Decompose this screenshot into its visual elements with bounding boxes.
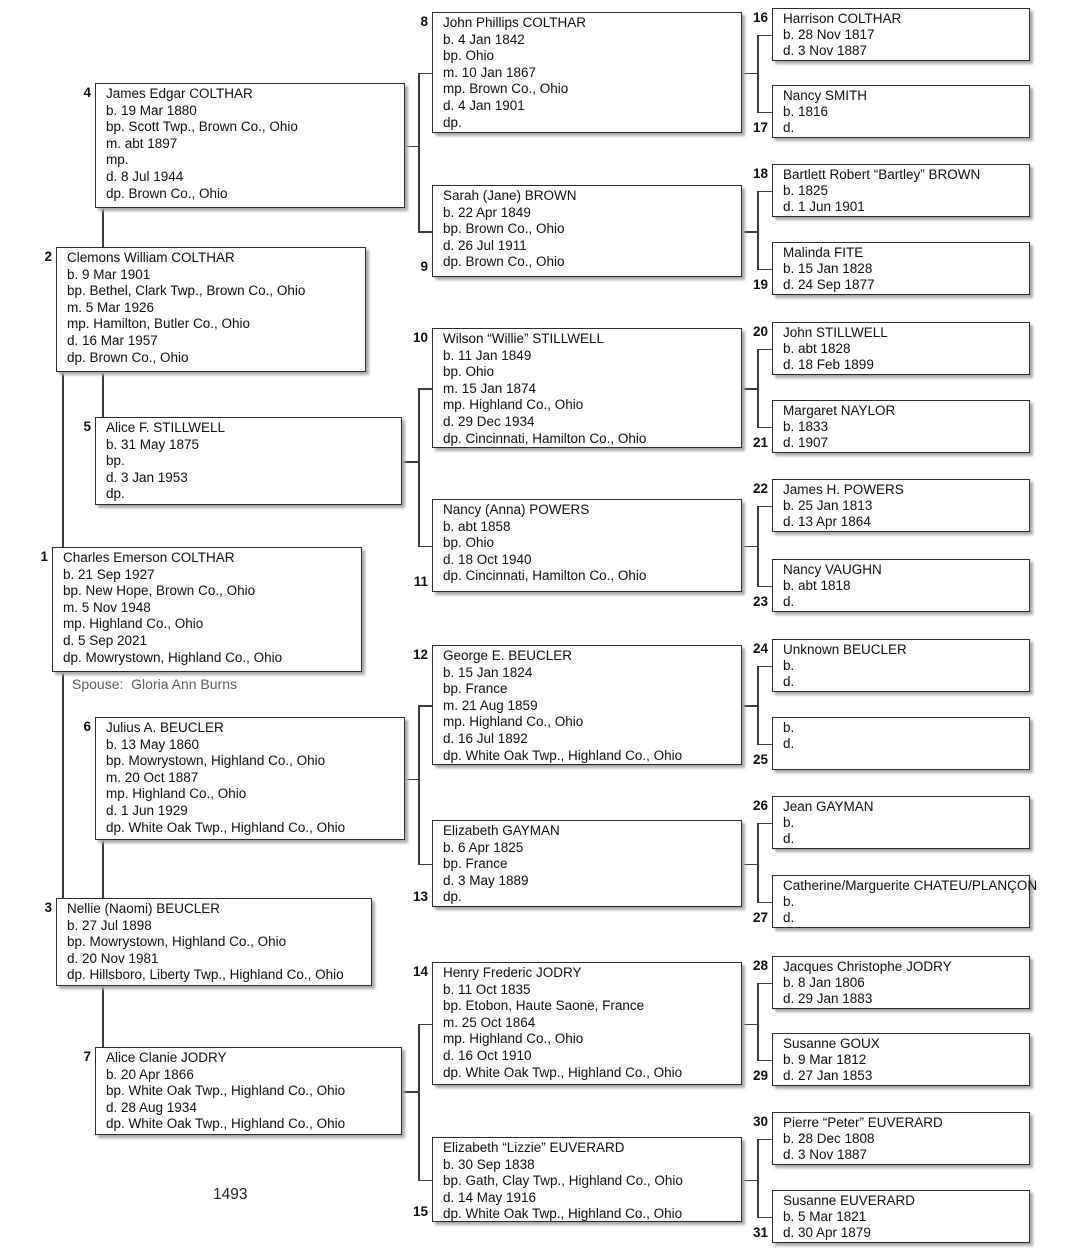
connector-line	[757, 666, 759, 744]
person-detail-line: d. 3 Nov 1887	[783, 1147, 868, 1163]
person-detail-line: mp.	[106, 152, 129, 168]
person-detail-line: d. 3 May 1889	[443, 872, 529, 888]
person-number-17: 17	[752, 120, 768, 135]
person-detail-line: b. 13 May 1860	[106, 736, 200, 752]
person-detail-line: d. 16 Jul 1892	[443, 730, 528, 746]
person-box-6	[95, 717, 405, 840]
person-detail-line: d.	[783, 831, 795, 847]
person-name: Nancy SMITH	[783, 88, 868, 103]
person-detail-line: b. 15 Jan 1824	[443, 664, 533, 680]
person-name: Elizabeth GAYMAN	[443, 823, 560, 838]
person-name: Wilson “Willie” STILLWELL	[443, 331, 605, 346]
person-detail-line: b. 5 Mar 1821	[783, 1209, 867, 1225]
connector-line	[757, 1139, 772, 1141]
connector-line	[62, 672, 64, 898]
person-detail-line: mp. Brown Co., Ohio	[443, 81, 569, 97]
person-detail-line: d. 8 Jul 1944	[106, 168, 184, 184]
person-detail-line: b. 28 Nov 1817	[783, 27, 875, 43]
connector-line	[742, 388, 757, 390]
person-detail-line: b. abt 1828	[783, 341, 851, 357]
connector-line	[418, 705, 420, 864]
person-box-9	[432, 185, 742, 277]
person-detail-line: b. 8 Jan 1806	[783, 975, 865, 991]
person-detail-line: m. 5 Nov 1948	[63, 599, 151, 615]
connector-line	[405, 779, 418, 781]
person-number-5: 5	[83, 419, 91, 434]
connector-line	[102, 986, 104, 1047]
person-detail-line: d. 5 Sep 2021	[63, 632, 148, 648]
connector-line	[757, 823, 759, 902]
connector-line	[757, 823, 772, 825]
person-name: Clemons William COLTHAR	[67, 250, 235, 265]
connector-line	[757, 744, 772, 746]
person-box-17	[772, 85, 1030, 138]
person-number-22: 22	[752, 481, 768, 496]
person-box-3	[56, 898, 372, 986]
person-detail-line: d.	[783, 674, 795, 690]
person-detail-line: d. 18 Oct 1940	[443, 551, 532, 567]
person-name: Alice F. STILLWELL	[106, 420, 226, 435]
person-number-13: 13	[412, 889, 428, 904]
person-detail-line: m. 25 Oct 1864	[443, 1014, 536, 1030]
person-name: George E. BEUCLER	[443, 648, 573, 663]
connector-line	[418, 546, 432, 548]
person-name: Henry Frederic JODRY	[443, 965, 582, 980]
connector-line	[62, 372, 64, 547]
person-detail-line: dp. Mowrystown, Highland Co., Ohio	[63, 649, 283, 665]
person-detail-line: d.	[783, 910, 795, 926]
person-number-8: 8	[420, 14, 428, 29]
spouse-note: Spouse: Gloria Ann Burns	[72, 676, 237, 692]
person-detail-line: bp. Brown Co., Ohio	[443, 221, 565, 237]
person-detail-line: d. 16 Mar 1957	[67, 332, 158, 348]
person-name: Unknown BEUCLER	[783, 642, 907, 657]
person-detail-line: bp. Mowrystown, Highland Co., Ohio	[106, 753, 326, 769]
person-detail-line: dp. Brown Co., Ohio	[443, 254, 565, 270]
person-detail-line: b. abt 1858	[443, 518, 511, 534]
person-box-2	[56, 247, 366, 372]
person-number-4: 4	[83, 85, 91, 100]
connector-line	[757, 666, 772, 668]
person-detail-line: bp. France	[443, 856, 508, 872]
person-box-5	[95, 417, 402, 505]
person-box-27	[772, 875, 1038, 928]
person-detail-line: dp. White Oak Twp., Highland Co., Ohio	[106, 819, 346, 835]
connector-line	[418, 864, 432, 866]
person-detail-line: mp. Hamilton, Butler Co., Ohio	[67, 316, 251, 332]
person-detail-line: bp. France	[443, 681, 508, 697]
person-detail-line: dp. White Oak Twp., Highland Co., Ohio	[443, 1064, 683, 1080]
person-detail-line: b.	[783, 658, 795, 674]
connector-line	[742, 231, 757, 233]
person-detail-line: b. 31 May 1875	[106, 436, 200, 452]
person-name: Malinda FITE	[783, 245, 864, 260]
person-box-12	[432, 645, 742, 765]
connector-line	[757, 427, 772, 429]
person-detail-line: d. 18 Feb 1899	[783, 357, 874, 373]
connector-line	[742, 705, 757, 707]
person-detail-line: m. abt 1897	[106, 135, 178, 151]
person-name: Nancy VAUGHN	[783, 562, 882, 577]
person-detail-line: bp. White Oak Twp., Highland Co., Ohio	[106, 1083, 346, 1099]
person-name: Julius A. BEUCLER	[106, 720, 224, 735]
person-detail-line: b. 1816	[783, 104, 829, 120]
connector-line	[102, 840, 104, 898]
connector-line	[742, 864, 757, 866]
person-name: Jean GAYMAN	[783, 799, 874, 814]
person-detail-line: b. 9 Mar 1812	[783, 1052, 867, 1068]
person-detail-line: b. 22 Apr 1849	[443, 204, 531, 220]
person-name: Sarah (Jane) BROWN	[443, 188, 577, 203]
person-box-8	[432, 12, 742, 133]
person-detail-line: dp.	[443, 114, 462, 130]
person-detail-line: d.	[783, 736, 795, 752]
person-name: Elizabeth “Lizzie” EUVERARD	[443, 1140, 625, 1155]
person-detail-line: dp. Cincinnati, Hamilton Co., Ohio	[443, 430, 647, 446]
person-number-16: 16	[752, 10, 768, 25]
person-number-21: 21	[752, 435, 768, 450]
person-detail-line: dp. Brown Co., Ohio	[106, 185, 228, 201]
connector-line	[418, 388, 420, 546]
person-detail-line: bp. Ohio	[443, 535, 495, 551]
connector-line	[757, 1060, 772, 1062]
person-number-30: 30	[752, 1114, 768, 1129]
person-detail-line: d. 20 Nov 1981	[67, 950, 159, 966]
person-box-15	[432, 1137, 742, 1222]
person-number-15: 15	[412, 1204, 428, 1219]
connector-line	[418, 73, 420, 232]
person-detail-line: b. 6 Apr 1825	[443, 839, 524, 855]
person-detail-line: d. 3 Jan 1953	[106, 469, 188, 485]
person-box-19	[772, 242, 1030, 295]
person-detail-line: bp. Ohio	[443, 48, 495, 64]
connector-line	[757, 112, 772, 114]
connector-line	[757, 269, 772, 271]
person-detail-line: b. 21 Sep 1927	[63, 566, 155, 582]
person-box-29	[772, 1033, 1030, 1086]
person-detail-line: b.	[783, 720, 795, 735]
person-detail-line: b. abt 1818	[783, 578, 851, 594]
person-detail-line: b. 1825	[783, 183, 829, 199]
person-detail-line: b. 15 Jan 1828	[783, 261, 873, 277]
connector-line	[742, 73, 757, 75]
person-number-14: 14	[412, 964, 428, 979]
person-detail-line: m. 15 Jan 1874	[443, 380, 537, 396]
person-name: John STILLWELL	[783, 325, 888, 340]
connector-line	[742, 1180, 757, 1182]
person-detail-line: bp. Scott Twp., Brown Co., Ohio	[106, 119, 298, 135]
connector-line	[757, 506, 759, 586]
person-detail-line: d. 29 Dec 1934	[443, 413, 535, 429]
person-number-11: 11	[413, 574, 428, 589]
person-detail-line: b. 11 Oct 1835	[443, 981, 531, 997]
person-detail-line: m. 20 Oct 1887	[106, 769, 199, 785]
person-detail-line: dp. White Oak Twp., Highland Co., Ohio	[443, 1206, 683, 1222]
person-detail-line: bp. Gath, Clay Twp., Highland Co., Ohio	[443, 1173, 683, 1189]
person-name: Margaret NAYLOR	[783, 403, 896, 418]
person-box-7	[95, 1047, 402, 1135]
person-name: Susanne EUVERARD	[783, 1193, 916, 1208]
person-box-28	[772, 956, 1030, 1009]
person-detail-line: mp. Highland Co., Ohio	[443, 1031, 584, 1047]
connector-line	[102, 208, 104, 247]
person-number-7: 7	[83, 1049, 91, 1064]
person-detail-line: dp.	[443, 889, 462, 905]
person-detail-line: bp. Etobon, Haute Saone, France	[443, 998, 645, 1014]
person-box-10	[432, 328, 742, 448]
person-box-26	[772, 796, 1030, 849]
person-name: James H. POWERS	[783, 482, 904, 497]
person-detail-line: d. 24 Sep 1877	[783, 277, 875, 293]
person-name: Jacques Christophe JODRY	[783, 959, 952, 974]
person-box-20	[772, 322, 1030, 375]
person-detail-line: m. 10 Jan 1867	[443, 64, 537, 80]
person-detail-line: d. 26 Jul 1911	[443, 237, 527, 253]
person-detail-line: b.	[783, 894, 795, 910]
person-number-2: 2	[44, 249, 52, 264]
person-number-9: 9	[420, 259, 428, 274]
person-detail-line: dp. Cincinnati, Hamilton Co., Ohio	[443, 568, 647, 584]
person-detail-line: d. 30 Apr 1879	[783, 1225, 871, 1241]
person-detail-line: b. 25 Jan 1813	[783, 498, 873, 514]
person-number-20: 20	[752, 324, 768, 339]
connector-line	[757, 349, 759, 427]
person-detail-line: d.	[783, 594, 795, 610]
connector-line	[418, 1024, 432, 1026]
person-detail-line: bp.	[106, 453, 125, 469]
person-number-28: 28	[752, 958, 768, 973]
connector-line	[418, 73, 432, 75]
person-box-14	[432, 962, 742, 1085]
person-detail-line: b. 4 Jan 1842	[443, 31, 525, 47]
connector-line	[418, 231, 432, 233]
person-detail-line: bp. Mowrystown, Highland Co., Ohio	[67, 934, 287, 950]
person-number-10: 10	[412, 330, 428, 345]
person-number-19: 19	[752, 277, 768, 292]
person-box-25	[772, 717, 1030, 770]
person-detail-line: d.	[783, 120, 795, 136]
connector-line	[402, 1091, 418, 1093]
person-detail-line: dp. Hillsboro, Liberty Twp., Highland Co., Ohio	[67, 967, 344, 983]
connector-line	[757, 983, 759, 1060]
person-detail-line: b. 19 Mar 1880	[106, 102, 197, 118]
connector-line	[418, 705, 432, 707]
person-detail-line: dp.	[106, 486, 125, 502]
person-detail-line: b. 30 Sep 1838	[443, 1156, 535, 1172]
person-number-27: 27	[752, 910, 768, 925]
person-detail-line: mp. Highland Co., Ohio	[106, 786, 247, 802]
person-detail-line: b. 9 Mar 1901	[67, 266, 151, 282]
person-number-3: 3	[44, 900, 52, 915]
person-detail-line: b. 28 Dec 1808	[783, 1131, 875, 1147]
person-box-18	[772, 164, 1030, 217]
person-number-29: 29	[752, 1068, 768, 1083]
person-detail-line: mp. Highland Co., Ohio	[63, 616, 204, 632]
person-detail-line: d. 16 Oct 1910	[443, 1047, 532, 1063]
connector-line	[757, 35, 772, 37]
person-box-23	[772, 559, 1030, 612]
connector-line	[418, 1180, 432, 1182]
person-name: John Phillips COLTHAR	[443, 15, 587, 30]
connector-line	[405, 146, 418, 148]
person-name: Nellie (Naomi) BEUCLER	[67, 901, 221, 916]
person-detail-line: d. 28 Aug 1934	[106, 1099, 197, 1115]
person-detail-line: d. 1 Jun 1901	[783, 199, 865, 215]
person-box-1	[52, 547, 362, 672]
connector-line	[757, 1217, 772, 1219]
connector-line	[757, 1139, 759, 1217]
person-name: Bartlett Robert “Bartley” BROWN	[783, 167, 981, 182]
person-box-21	[772, 400, 1030, 453]
connector-line	[742, 1024, 757, 1026]
page-number: 1493	[213, 1186, 248, 1203]
person-detail-line: bp. New Hope, Brown Co., Ohio	[63, 583, 256, 599]
person-detail-line: m. 21 Aug 1859	[443, 697, 538, 713]
connector-line	[418, 388, 432, 390]
person-number-23: 23	[752, 594, 768, 609]
person-name: James Edgar COLTHAR	[106, 86, 253, 101]
person-box-24	[772, 639, 1030, 692]
person-detail-line: d. 13 Apr 1864	[783, 514, 871, 530]
person-detail-line: b. 1833	[783, 419, 829, 435]
connector-line	[757, 902, 772, 904]
person-box-31	[772, 1190, 1030, 1243]
person-name: Pierre “Peter” EUVERARD	[783, 1115, 943, 1130]
person-name: Alice Clanie JODRY	[106, 1050, 227, 1065]
person-detail-line: bp. Ohio	[443, 364, 495, 380]
person-name: Nancy (Anna) POWERS	[443, 502, 590, 517]
person-detail-line: dp. White Oak Twp., Highland Co., Ohio	[443, 747, 683, 763]
person-detail-line: d. 29 Jan 1883	[783, 991, 873, 1007]
person-box-16	[772, 8, 1030, 61]
connector-line	[757, 506, 772, 508]
connector-line	[402, 461, 418, 463]
person-detail-line: d. 14 May 1916	[443, 1189, 537, 1205]
person-detail-line: b.	[783, 815, 795, 831]
person-name: Charles Emerson COLTHAR	[63, 550, 235, 565]
person-number-1: 1	[40, 549, 48, 564]
connector-line	[757, 586, 772, 588]
person-name: Catherine/Marguerite CHATEU/PLANÇON	[783, 878, 1038, 893]
connector-line	[418, 1024, 420, 1180]
person-number-25: 25	[752, 752, 768, 767]
person-name: Harrison COLTHAR	[783, 11, 902, 26]
person-detail-line: dp. Brown Co., Ohio	[67, 349, 189, 365]
person-detail-line: mp. Highland Co., Ohio	[443, 397, 584, 413]
person-detail-line: b. 20 Apr 1866	[106, 1066, 194, 1082]
connector-line	[757, 35, 759, 112]
person-detail-line: mp. Highland Co., Ohio	[443, 714, 584, 730]
person-detail-line: bp. Bethel, Clark Twp., Brown Co., Ohio	[67, 283, 306, 299]
person-number-26: 26	[752, 798, 768, 813]
person-box-13	[432, 820, 742, 907]
person-box-4	[95, 83, 405, 208]
person-number-18: 18	[752, 166, 768, 181]
connector-line	[757, 191, 759, 269]
person-detail-line: b. 11 Jan 1849	[443, 347, 532, 363]
person-number-31: 31	[752, 1225, 768, 1240]
connector-line	[742, 546, 757, 548]
person-name: Susanne GOUX	[783, 1036, 880, 1051]
connector-line	[102, 372, 104, 417]
connector-line	[757, 191, 772, 193]
person-detail-line: d. 1 Jun 1929	[106, 802, 188, 818]
person-detail-line: d. 1907	[783, 435, 829, 451]
person-box-30	[772, 1112, 1030, 1165]
person-detail-line: d. 27 Jan 1853	[783, 1068, 873, 1084]
person-detail-line: d. 4 Jan 1901	[443, 97, 525, 113]
person-number-12: 12	[412, 647, 428, 662]
person-box-11	[432, 499, 742, 592]
person-number-24: 24	[752, 641, 768, 656]
person-detail-line: m. 5 Mar 1926	[67, 299, 155, 315]
connector-line	[757, 983, 772, 985]
connector-line	[757, 349, 772, 351]
person-detail-line: dp. White Oak Twp., Highland Co., Ohio	[106, 1116, 346, 1132]
person-detail-line: b. 27 Jul 1898	[67, 917, 152, 933]
person-detail-line: d. 3 Nov 1887	[783, 43, 868, 59]
person-number-6: 6	[83, 719, 91, 734]
person-box-22	[772, 479, 1030, 532]
